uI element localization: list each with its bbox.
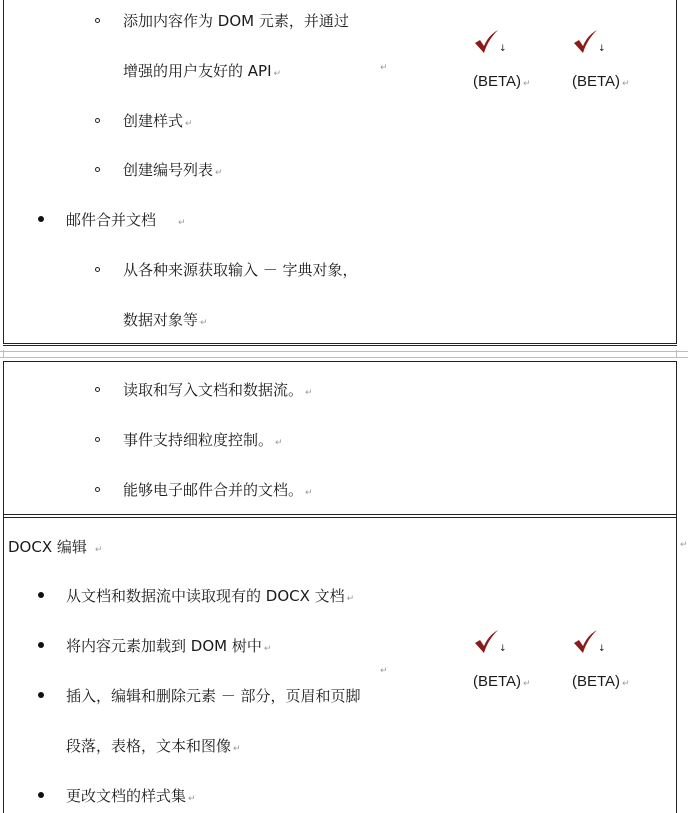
page-break-tick <box>676 350 677 358</box>
page-break-tick <box>3 350 4 358</box>
list-item: 邮件合并文档 ↵ <box>66 211 186 229</box>
checkmark-icon <box>572 30 598 54</box>
arrow-icon: ↓ <box>499 44 507 54</box>
table-border-left <box>3 361 4 518</box>
checkmark-icon <box>572 630 598 654</box>
table-border-top <box>3 361 677 362</box>
list-item: 读取和写入文档和数据流。 ↵ <box>123 381 313 399</box>
bullet-icon <box>38 642 44 648</box>
table-border-bottom-double <box>3 517 677 518</box>
hollow-circle-icon <box>95 437 100 442</box>
bullet-icon <box>38 216 44 222</box>
paragraph-mark: ↵ <box>680 540 688 550</box>
beta-label: (BETA) ↵ <box>572 73 630 90</box>
list-item: 事件支持细粒度控制。 ↵ <box>123 431 283 449</box>
hollow-circle-icon <box>95 487 100 492</box>
hollow-circle-icon <box>95 118 100 123</box>
paragraph-mark: ↵ <box>380 63 388 73</box>
list-item: 添加内容作为 DOM 元素，并通过 <box>123 12 349 30</box>
list-item: 创建编号列表 ↵ <box>123 161 223 179</box>
list-item-continuation: 数据对象等 ↵ <box>123 311 208 329</box>
beta-label: (BETA) ↵ <box>572 673 630 690</box>
table-border-left <box>3 517 4 813</box>
hollow-circle-icon <box>95 167 100 172</box>
checkmark-icon <box>473 30 499 54</box>
table-border-right <box>676 0 677 344</box>
hollow-circle-icon <box>95 18 100 23</box>
arrow-icon: ↓ <box>598 44 606 54</box>
list-item-continuation: 段落，表格，文本和图像 ↵ <box>66 737 241 755</box>
list-item: 能够电子邮件合并的文档。 ↵ <box>123 481 313 499</box>
list-item: 插入，编辑和删除元素 － 部分，页眉和页脚 <box>66 687 361 705</box>
table-border-bottom-double <box>3 345 677 346</box>
list-item: 更改文档的样式集 ↵ <box>66 787 196 805</box>
section-heading: DOCX 编辑 ↵ <box>8 538 103 556</box>
list-item: 创建样式 ↵ <box>123 112 193 130</box>
table-border-right <box>676 361 677 518</box>
list-item: 从文档和数据流中读取现有的 DOCX 文档 ↵ <box>66 587 355 605</box>
page-break-line <box>0 357 688 358</box>
list-item-continuation: 增强的用户友好的 API ↵ <box>123 62 282 80</box>
arrow-icon: ↓ <box>598 644 606 654</box>
list-item: 将内容元素加载到 DOM 树中 ↵ <box>66 637 272 655</box>
table-border-bottom <box>3 343 677 344</box>
beta-label: (BETA) ↵ <box>473 73 531 90</box>
table-border-left <box>3 0 4 344</box>
hollow-circle-icon <box>95 387 100 392</box>
bullet-icon <box>38 792 44 798</box>
checkmark-icon <box>473 630 499 654</box>
hollow-circle-icon <box>95 267 100 272</box>
beta-label: (BETA) ↵ <box>473 673 531 690</box>
paragraph-mark: ↵ <box>380 666 388 676</box>
list-item: 从各种来源获取输入 － 字典对象， <box>123 261 358 279</box>
bullet-icon <box>38 592 44 598</box>
table-border-right <box>676 517 677 813</box>
arrow-icon: ↓ <box>499 644 507 654</box>
page-break-line <box>0 351 688 352</box>
table-border-bottom <box>3 514 677 515</box>
bullet-icon <box>38 692 44 698</box>
